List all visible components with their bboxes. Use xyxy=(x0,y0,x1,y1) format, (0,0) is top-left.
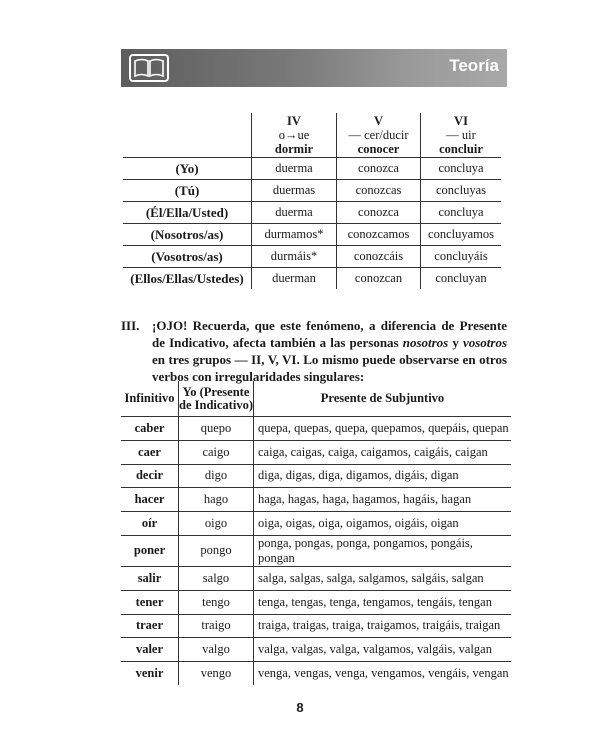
infinitive-cell: valer xyxy=(121,638,179,662)
note-number: III. xyxy=(121,318,140,333)
subjunctive-table xyxy=(121,381,511,685)
infinitive-cell: traer xyxy=(121,614,179,638)
infinitive-cell: decir xyxy=(121,464,179,488)
page-number: 8 xyxy=(296,700,304,715)
form-cell: conozca xyxy=(337,202,421,224)
subjunctive-cell: quepa, quepas, quepa, quepamos, quepáis, quepan xyxy=(254,417,512,441)
yo-cell: quepo xyxy=(179,417,254,441)
form-cell: durmáis* xyxy=(252,246,337,268)
infinitive-cell: hacer xyxy=(121,488,179,512)
pronoun-cell: (Él/Ella/Usted) xyxy=(123,202,252,224)
form-cell: concluyan xyxy=(421,268,502,290)
table-row xyxy=(123,246,501,268)
yo-cell: hago xyxy=(179,488,254,512)
form-cell: concluyas xyxy=(421,180,502,202)
pronoun-cell: (Vosotros/as) xyxy=(123,246,252,268)
subjunctive-cell: valga, valgas, valga, valgamos, valgáis, valgan xyxy=(254,638,512,662)
header-infinitive: Infinitivo xyxy=(121,381,179,417)
subjunctive-cell: salga, salgas, salga, salgamos, salgáis, salgan xyxy=(254,566,512,590)
infinitive-cell: venir xyxy=(121,662,179,685)
form-cell: duerman xyxy=(252,268,337,290)
yo-cell: traigo xyxy=(179,614,254,638)
table-row xyxy=(123,158,501,180)
section-title: Teoría xyxy=(449,56,499,75)
column-header: VI — uir concluir xyxy=(439,114,483,156)
form-cell: durmamos* xyxy=(252,224,337,246)
conjugation-table xyxy=(123,113,501,289)
pronoun-cell: (Nosotros/as) xyxy=(123,224,252,246)
infinitive-cell: tener xyxy=(121,590,179,614)
infinitive-cell: caer xyxy=(121,440,179,464)
book-icon xyxy=(129,54,169,82)
infinitive-cell: oír xyxy=(121,512,179,536)
note-text: ¡OJO! Recuerda, que este fenómeno, a diferencia de Presente de Indicativo, afecta también a las personas nosotros y vosotros en tres grupos — II, V, VI. Lo mismo puede observarse en otros verbos con irregularidades singulares: xyxy=(152,318,507,384)
table-row xyxy=(121,662,511,685)
table-row xyxy=(123,268,501,290)
table-row xyxy=(121,638,511,662)
form-cell: conozcan xyxy=(337,268,421,290)
subjunctive-cell: traiga, traigas, traiga, traigamos, traigáis, traigan xyxy=(254,614,512,638)
yo-cell: pongo xyxy=(179,535,254,566)
table-row xyxy=(121,464,511,488)
subjunctive-cell: diga, digas, diga, digamos, digáis, digan xyxy=(254,464,512,488)
table-row xyxy=(123,202,501,224)
column-header: V — cer/ducir conocer xyxy=(337,113,421,158)
yo-cell: salgo xyxy=(179,566,254,590)
yo-cell: tengo xyxy=(179,590,254,614)
form-cell: duerma xyxy=(252,158,337,180)
form-cell: duerma xyxy=(252,202,337,224)
infinitive-cell: salir xyxy=(121,566,179,590)
yo-cell: valgo xyxy=(179,638,254,662)
pronoun-cell: (Tú) xyxy=(123,180,252,202)
table-row xyxy=(121,440,511,464)
table-row xyxy=(123,180,501,202)
section-header xyxy=(121,49,507,87)
form-cell: concluya xyxy=(421,202,502,224)
form-cell: conozca xyxy=(337,158,421,180)
yo-cell: digo xyxy=(179,464,254,488)
table-row xyxy=(121,512,511,536)
note-paragraph xyxy=(121,317,507,385)
subjunctive-cell: tenga, tengas, tenga, tengamos, tengáis, tengan xyxy=(254,590,512,614)
pronoun-cell: (Yo) xyxy=(123,158,252,180)
form-cell: concluyáis xyxy=(421,246,502,268)
table-row xyxy=(121,488,511,512)
table-row xyxy=(121,417,511,441)
table-row xyxy=(123,224,501,246)
form-cell: conozcamos xyxy=(337,224,421,246)
subjunctive-cell: caiga, caigas, caiga, caigamos, caigáis, caigan xyxy=(254,440,512,464)
yo-cell: oigo xyxy=(179,512,254,536)
table-row xyxy=(121,590,511,614)
form-cell: duermas xyxy=(252,180,337,202)
empty-header-cell xyxy=(123,113,252,158)
subjunctive-cell: oiga, oigas, oiga, oigamos, oigáis, oigan xyxy=(254,512,512,536)
form-cell: conozcas xyxy=(337,180,421,202)
subjunctive-cell: ponga, pongas, ponga, pongamos, pongáis, pongan xyxy=(254,535,512,566)
yo-cell: vengo xyxy=(179,662,254,685)
infinitive-cell: poner xyxy=(121,535,179,566)
yo-cell: caigo xyxy=(179,440,254,464)
table-row xyxy=(121,535,511,566)
form-cell: conozcáis xyxy=(337,246,421,268)
infinitive-cell: caber xyxy=(121,417,179,441)
subjunctive-cell: venga, vengas, venga, vengamos, vengáis, vengan xyxy=(254,662,512,685)
table-row xyxy=(121,614,511,638)
form-cell: concluya xyxy=(421,158,502,180)
pronoun-cell: (Ellos/Ellas/Ustedes) xyxy=(123,268,252,290)
subjunctive-cell: haga, hagas, haga, hagamos, hagáis, hagan xyxy=(254,488,512,512)
header-subjunctive: Presente de Subjuntivo xyxy=(320,391,445,405)
header-yo: Yo (Presente de Indicativo) xyxy=(179,381,254,417)
table-row xyxy=(121,566,511,590)
column-header: IV o→ue dormir xyxy=(252,113,337,158)
form-cell: concluyamos xyxy=(421,224,502,246)
